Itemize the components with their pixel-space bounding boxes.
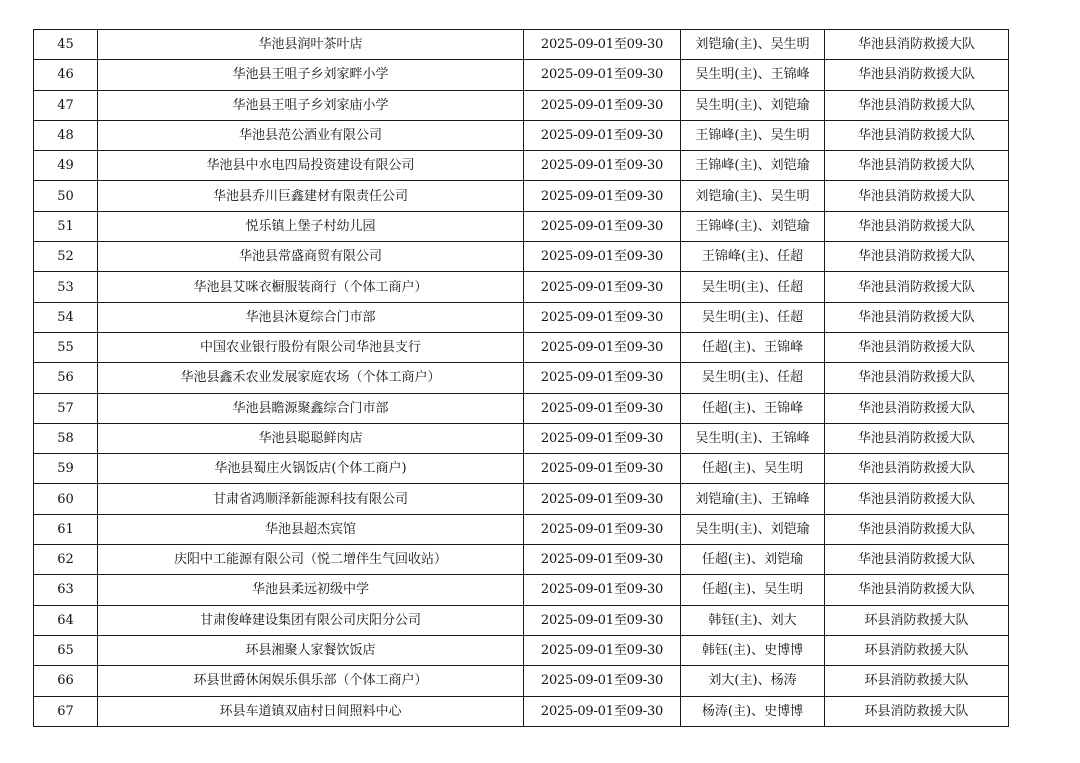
inspectors-cell: 任超(主)、吴生明 bbox=[681, 454, 825, 484]
row-number: 64 bbox=[34, 605, 98, 635]
table-row bbox=[34, 575, 1009, 605]
inspection-period-cell: 2025-09-01至09-30 bbox=[524, 666, 681, 696]
entity-name-cell: 悦乐镇上堡子村幼儿园 bbox=[98, 211, 524, 241]
inspectors-cell: 王锦峰(主)、吴生明 bbox=[681, 120, 825, 150]
table-row bbox=[34, 151, 1009, 181]
responsible-unit-cell: 华池县消防救援大队 bbox=[825, 60, 1009, 90]
inspectors-cell: 任超(主)、吴生明 bbox=[681, 575, 825, 605]
responsible-unit-cell: 华池县消防救援大队 bbox=[825, 514, 1009, 544]
entity-name-cell: 华池县柔远初级中学 bbox=[98, 575, 524, 605]
row-number: 61 bbox=[34, 514, 98, 544]
inspection-period-cell: 2025-09-01至09-30 bbox=[524, 211, 681, 241]
table-row bbox=[34, 302, 1009, 332]
row-number: 58 bbox=[34, 423, 98, 453]
inspectors-cell: 王锦峰(主)、任超 bbox=[681, 242, 825, 272]
responsible-unit-cell: 华池县消防救援大队 bbox=[825, 181, 1009, 211]
inspectors-cell: 韩钰(主)、刘大 bbox=[681, 605, 825, 635]
entity-name-cell: 甘肃省鸿顺泽新能源科技有限公司 bbox=[98, 484, 524, 514]
inspection-period-cell: 2025-09-01至09-30 bbox=[524, 454, 681, 484]
entity-name-cell: 华池县王咀子乡刘家庙小学 bbox=[98, 90, 524, 120]
table-row bbox=[34, 605, 1009, 635]
inspectors-cell: 王锦峰(主)、刘铠瑜 bbox=[681, 211, 825, 241]
inspectors-cell: 吴生明(主)、任超 bbox=[681, 302, 825, 332]
responsible-unit-cell: 环县消防救援大队 bbox=[825, 605, 1009, 635]
entity-name-cell: 中国农业银行股份有限公司华池县支行 bbox=[98, 332, 524, 362]
inspection-schedule-sheet bbox=[33, 29, 1008, 727]
table-row bbox=[34, 514, 1009, 544]
inspection-schedule-table bbox=[33, 29, 1009, 727]
row-number: 48 bbox=[34, 120, 98, 150]
table-row bbox=[34, 332, 1009, 362]
row-number: 47 bbox=[34, 90, 98, 120]
entity-name-cell: 环县湘聚人家餐饮饭店 bbox=[98, 635, 524, 665]
inspection-period-cell: 2025-09-01至09-30 bbox=[524, 120, 681, 150]
table-row bbox=[34, 545, 1009, 575]
entity-name-cell: 华池县润叶茶叶店 bbox=[98, 30, 524, 60]
table-row bbox=[34, 90, 1009, 120]
entity-name-cell: 庆阳中工能源有限公司（悦二增伴生气回收站） bbox=[98, 545, 524, 575]
inspection-period-cell: 2025-09-01至09-30 bbox=[524, 181, 681, 211]
responsible-unit-cell: 华池县消防救援大队 bbox=[825, 363, 1009, 393]
inspectors-cell: 刘铠瑜(主)、吴生明 bbox=[681, 30, 825, 60]
row-number: 45 bbox=[34, 30, 98, 60]
responsible-unit-cell: 环县消防救援大队 bbox=[825, 666, 1009, 696]
inspectors-cell: 刘铠瑜(主)、吴生明 bbox=[681, 181, 825, 211]
responsible-unit-cell: 华池县消防救援大队 bbox=[825, 90, 1009, 120]
row-number: 65 bbox=[34, 635, 98, 665]
responsible-unit-cell: 环县消防救援大队 bbox=[825, 635, 1009, 665]
responsible-unit-cell: 华池县消防救援大队 bbox=[825, 484, 1009, 514]
inspectors-cell: 任超(主)、刘铠瑜 bbox=[681, 545, 825, 575]
responsible-unit-cell: 环县消防救援大队 bbox=[825, 696, 1009, 726]
responsible-unit-cell: 华池县消防救援大队 bbox=[825, 575, 1009, 605]
table-row bbox=[34, 211, 1009, 241]
entity-name-cell: 华池县范公酒业有限公司 bbox=[98, 120, 524, 150]
row-number: 62 bbox=[34, 545, 98, 575]
responsible-unit-cell: 华池县消防救援大队 bbox=[825, 302, 1009, 332]
inspection-period-cell: 2025-09-01至09-30 bbox=[524, 30, 681, 60]
row-number: 56 bbox=[34, 363, 98, 393]
table-row bbox=[34, 272, 1009, 302]
entity-name-cell: 华池县鑫禾农业发展家庭农场（个体工商户） bbox=[98, 363, 524, 393]
inspectors-cell: 刘大(主)、杨涛 bbox=[681, 666, 825, 696]
inspectors-cell: 吴生明(主)、刘铠瑜 bbox=[681, 90, 825, 120]
inspection-period-cell: 2025-09-01至09-30 bbox=[524, 363, 681, 393]
entity-name-cell: 华池县艾咪衣橱服装商行（个体工商户） bbox=[98, 272, 524, 302]
responsible-unit-cell: 华池县消防救援大队 bbox=[825, 393, 1009, 423]
table-row bbox=[34, 393, 1009, 423]
entity-name-cell: 华池县瞻源聚鑫综合门市部 bbox=[98, 393, 524, 423]
inspectors-cell: 王锦峰(主)、刘铠瑜 bbox=[681, 151, 825, 181]
inspection-period-cell: 2025-09-01至09-30 bbox=[524, 272, 681, 302]
inspectors-cell: 杨涛(主)、史博博 bbox=[681, 696, 825, 726]
table-row bbox=[34, 696, 1009, 726]
row-number: 55 bbox=[34, 332, 98, 362]
inspection-period-cell: 2025-09-01至09-30 bbox=[524, 605, 681, 635]
row-number: 51 bbox=[34, 211, 98, 241]
entity-name-cell: 华池县聪聪鲜肉店 bbox=[98, 423, 524, 453]
inspection-period-cell: 2025-09-01至09-30 bbox=[524, 332, 681, 362]
row-number: 67 bbox=[34, 696, 98, 726]
inspection-period-cell: 2025-09-01至09-30 bbox=[524, 696, 681, 726]
responsible-unit-cell: 华池县消防救援大队 bbox=[825, 545, 1009, 575]
entity-name-cell: 环县车道镇双庙村日间照料中心 bbox=[98, 696, 524, 726]
responsible-unit-cell: 华池县消防救援大队 bbox=[825, 211, 1009, 241]
entity-name-cell: 华池县常盛商贸有限公司 bbox=[98, 242, 524, 272]
row-number: 49 bbox=[34, 151, 98, 181]
inspectors-cell: 刘铠瑜(主)、王锦峰 bbox=[681, 484, 825, 514]
table-row bbox=[34, 635, 1009, 665]
row-number: 66 bbox=[34, 666, 98, 696]
table-row bbox=[34, 30, 1009, 60]
inspection-period-cell: 2025-09-01至09-30 bbox=[524, 575, 681, 605]
inspection-period-cell: 2025-09-01至09-30 bbox=[524, 635, 681, 665]
entity-name-cell: 华池县超杰宾馆 bbox=[98, 514, 524, 544]
table-row bbox=[34, 242, 1009, 272]
row-number: 54 bbox=[34, 302, 98, 332]
inspectors-cell: 吴生明(主)、任超 bbox=[681, 363, 825, 393]
entity-name-cell: 华池县沐夏综合门市部 bbox=[98, 302, 524, 332]
row-number: 59 bbox=[34, 454, 98, 484]
inspection-period-cell: 2025-09-01至09-30 bbox=[524, 151, 681, 181]
table-row bbox=[34, 60, 1009, 90]
row-number: 53 bbox=[34, 272, 98, 302]
row-number: 63 bbox=[34, 575, 98, 605]
table-row bbox=[34, 454, 1009, 484]
inspection-period-cell: 2025-09-01至09-30 bbox=[524, 393, 681, 423]
inspection-period-cell: 2025-09-01至09-30 bbox=[524, 60, 681, 90]
inspection-period-cell: 2025-09-01至09-30 bbox=[524, 484, 681, 514]
inspectors-cell: 韩钰(主)、史博博 bbox=[681, 635, 825, 665]
inspection-period-cell: 2025-09-01至09-30 bbox=[524, 514, 681, 544]
table-row bbox=[34, 484, 1009, 514]
entity-name-cell: 华池县中水电四局投资建设有限公司 bbox=[98, 151, 524, 181]
row-number: 46 bbox=[34, 60, 98, 90]
inspection-period-cell: 2025-09-01至09-30 bbox=[524, 302, 681, 332]
entity-name-cell: 华池县蜀庄火锅饭店(个体工商户) bbox=[98, 454, 524, 484]
responsible-unit-cell: 华池县消防救援大队 bbox=[825, 242, 1009, 272]
entity-name-cell: 甘肃俊峰建设集团有限公司庆阳分公司 bbox=[98, 605, 524, 635]
inspectors-cell: 吴生明(主)、王锦峰 bbox=[681, 60, 825, 90]
inspectors-cell: 吴生明(主)、王锦峰 bbox=[681, 423, 825, 453]
responsible-unit-cell: 华池县消防救援大队 bbox=[825, 454, 1009, 484]
row-number: 60 bbox=[34, 484, 98, 514]
row-number: 50 bbox=[34, 181, 98, 211]
entity-name-cell: 华池县王咀子乡刘家畔小学 bbox=[98, 60, 524, 90]
responsible-unit-cell: 华池县消防救援大队 bbox=[825, 423, 1009, 453]
table-row bbox=[34, 120, 1009, 150]
table-row bbox=[34, 423, 1009, 453]
table-row bbox=[34, 181, 1009, 211]
table-row bbox=[34, 363, 1009, 393]
inspectors-cell: 吴生明(主)、刘铠瑜 bbox=[681, 514, 825, 544]
entity-name-cell: 华池县乔川巨鑫建材有限责任公司 bbox=[98, 181, 524, 211]
responsible-unit-cell: 华池县消防救援大队 bbox=[825, 120, 1009, 150]
responsible-unit-cell: 华池县消防救援大队 bbox=[825, 272, 1009, 302]
inspectors-cell: 任超(主)、王锦峰 bbox=[681, 332, 825, 362]
inspection-period-cell: 2025-09-01至09-30 bbox=[524, 242, 681, 272]
inspection-period-cell: 2025-09-01至09-30 bbox=[524, 545, 681, 575]
table-row bbox=[34, 666, 1009, 696]
responsible-unit-cell: 华池县消防救援大队 bbox=[825, 332, 1009, 362]
row-number: 57 bbox=[34, 393, 98, 423]
inspection-period-cell: 2025-09-01至09-30 bbox=[524, 90, 681, 120]
inspectors-cell: 吴生明(主)、任超 bbox=[681, 272, 825, 302]
entity-name-cell: 环县世爵休闲娱乐俱乐部（个体工商户） bbox=[98, 666, 524, 696]
table-body bbox=[34, 30, 1009, 727]
responsible-unit-cell: 华池县消防救援大队 bbox=[825, 151, 1009, 181]
responsible-unit-cell: 华池县消防救援大队 bbox=[825, 30, 1009, 60]
inspection-period-cell: 2025-09-01至09-30 bbox=[524, 423, 681, 453]
inspectors-cell: 任超(主)、王锦峰 bbox=[681, 393, 825, 423]
row-number: 52 bbox=[34, 242, 98, 272]
